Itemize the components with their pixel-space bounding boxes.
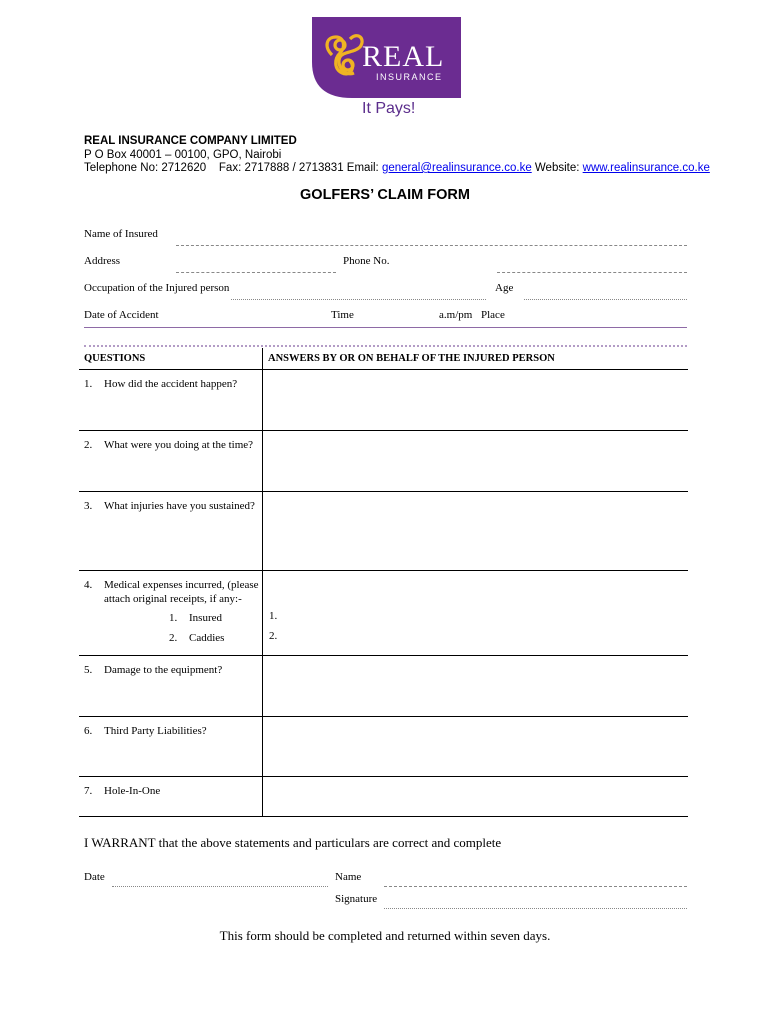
form-title: GOLFERS’ CLAIM FORM [300,187,470,203]
company-contacts [84,162,710,174]
question-number: 6. [84,725,93,737]
question-number: 2. [84,439,93,451]
time-label: Time [331,309,354,321]
phone-label: Phone No. [343,255,390,267]
answer-7-field[interactable] [264,777,688,816]
answer-3-field[interactable] [264,492,688,570]
table-row [79,656,688,717]
age-label: Age [495,282,514,294]
question-text: Third Party Liabilities? [104,725,207,737]
logo-brand: REAL [362,40,445,73]
ampm-label: a.m/pm [439,309,473,321]
sub-item-caddies: Caddies [189,632,225,644]
section-divider-dotted [84,345,687,347]
question-text: What were you doing at the time? [104,439,254,451]
name-label: Name [335,871,362,883]
sub-item-number: 1. [169,612,178,624]
table-row [79,717,688,777]
question-number: 4. [84,579,93,591]
website-prefix: Website: [531,162,583,174]
address-label: Address [84,255,121,267]
question-text: How did the accident happen? [104,378,238,390]
signature-field[interactable] [384,908,687,909]
answer-sub-number: 2. [269,630,278,642]
name-of-insured-field[interactable] [176,245,687,246]
question-number: 1. [84,378,93,390]
question-text: Hole-In-One [104,785,161,797]
question-number: 3. [84,500,93,512]
date-of-accident-label: Date of Accident [84,309,159,321]
table-row [79,370,688,431]
address-field[interactable] [176,272,336,273]
answer-sub-number: 1. [269,610,278,622]
warranty-statement: I WARRANT that the above statements and particulars are correct and complete [84,835,502,850]
real-insurance-logo [312,17,461,98]
telephone-fax: Telephone No: 2712620 Fax: 2717888 / 2713831 Email: [84,162,382,174]
date-label: Date [84,871,105,883]
occupation-field[interactable] [231,299,486,300]
place-label: Place [481,309,505,321]
answer-4-field[interactable] [284,601,688,651]
question-text: Medical expenses incurred, (please attach original receipts, if any:- [104,579,259,605]
name-field[interactable] [384,886,687,887]
table-row [79,777,688,817]
name-of-insured-label: Name of Insured [84,228,158,240]
date-field[interactable] [112,886,328,887]
age-field[interactable] [524,299,687,300]
company-address: P O Box 40001 – 00100, GPO, Nairobi [84,149,282,161]
table-row [79,492,688,571]
question-text: Damage to the equipment? [104,664,223,676]
section-divider [84,327,687,328]
answer-5-field[interactable] [264,656,688,716]
question-text: What injuries have you sustained? [104,500,255,512]
company-name: REAL INSURANCE COMPANY LIMITED [84,135,297,147]
answer-6-field[interactable] [264,717,688,776]
logo-sub: INSURANCE [376,72,443,82]
sub-item-number: 2. [169,632,178,644]
table-row [79,571,688,656]
phone-field[interactable] [497,272,687,273]
answers-header: ANSWERS BY OR ON BEHALF OF THE INJURED PERSON [268,353,555,364]
email-link[interactable]: general@realinsurance.co.ke [381,162,532,174]
questions-header: QUESTIONS [84,353,146,364]
question-number: 5. [84,664,93,676]
table-header-row [79,348,688,370]
footer-note: This form should be completed and returned within seven days. [219,928,551,943]
website-link[interactable]: www.realinsurance.co.ke [582,162,710,174]
answer-1-field[interactable] [264,370,688,430]
signature-label: Signature [335,893,378,905]
table-row [79,431,688,492]
questions-table [79,348,688,817]
sub-item-insured: Insured [189,612,222,624]
question-number: 7. [84,785,93,797]
answer-2-field[interactable] [264,431,688,491]
occupation-label: Occupation of the Injured person [84,282,230,294]
logo-tagline: It Pays! [362,100,416,117]
